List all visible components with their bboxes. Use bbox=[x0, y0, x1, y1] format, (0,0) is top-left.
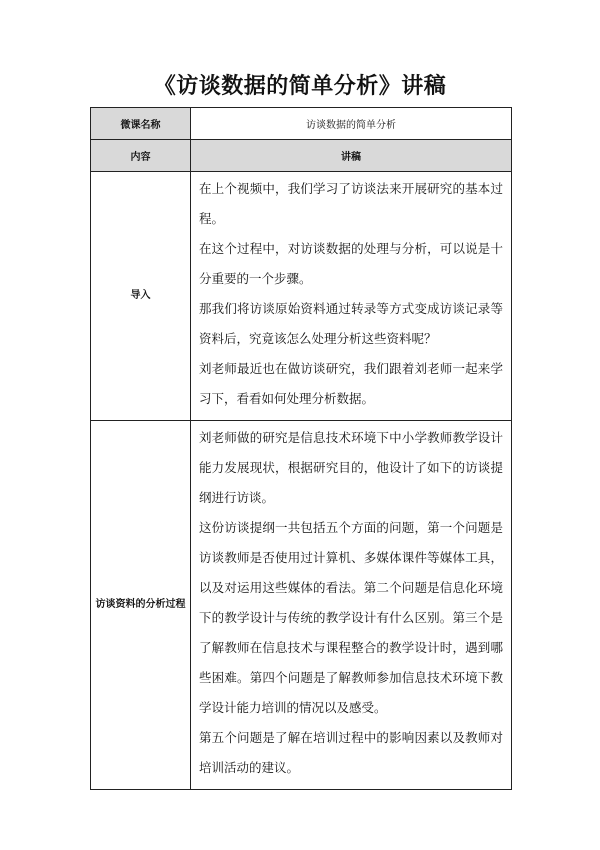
section-label-intro: 导入 bbox=[91, 172, 191, 421]
section-row-intro bbox=[91, 172, 512, 421]
section-content-intro bbox=[191, 172, 512, 421]
script-column-header: 讲稿 bbox=[191, 140, 512, 172]
script-paragraph: 在这个过程中，对访谈数据的处理与分析，可以说是十分重要的一个步骤。 bbox=[199, 241, 503, 286]
script-paragraph: 在上个视频中，我们学习了访谈法来开展研究的基本过程。 bbox=[199, 181, 503, 226]
section-label-analysis: 访谈资料的分析过程 bbox=[91, 421, 191, 790]
column-header-row bbox=[91, 140, 512, 172]
script-paragraph: 刘老师最近也在做访谈研究，我们跟着刘老师一起来学习下，看看如何处理分析数据。 bbox=[199, 361, 503, 406]
course-name-value: 访谈数据的简单分析 bbox=[191, 108, 512, 140]
course-name-label: 微课名称 bbox=[91, 108, 191, 140]
script-paragraph: 刘老师做的研究是信息技术环境下中小学教师教学设计能力发展现状，根据研究目的，他设计了如下的访谈提纲进行访谈。 bbox=[199, 430, 503, 505]
lecture-script-table bbox=[90, 107, 512, 790]
script-paragraph: 那我们将访谈原始资料通过转录等方式变成访谈记录等资料后，究竟该怎么处理分析这些资料呢？ bbox=[199, 301, 503, 346]
content-column-header: 内容 bbox=[91, 140, 191, 172]
section-content-analysis bbox=[191, 421, 512, 790]
section-row-analysis bbox=[91, 421, 512, 790]
script-paragraph: 这份访谈提纲一共包括五个方面的问题，第一个问题是访谈教师是否使用过计算机、多媒体课件等媒体工具，以及对运用这些媒体的看法。第二个问题是信息化环境下的教学设计与传统的教学设计有什么区别。第三个是了解教师在信息技术与课程整合的教学设计时，遇到哪些困难。第四个问题是了解教师参加信息技术环境下教学设计能力培训的情况以及感受。 bbox=[199, 520, 503, 715]
page-title: 《访谈数据的简单分析》讲稿 bbox=[153, 74, 447, 99]
script-paragraph: 第五个问题是了解在培训过程中的影响因素以及教师对培训活动的建议。 bbox=[199, 730, 503, 775]
course-name-row bbox=[91, 108, 512, 140]
